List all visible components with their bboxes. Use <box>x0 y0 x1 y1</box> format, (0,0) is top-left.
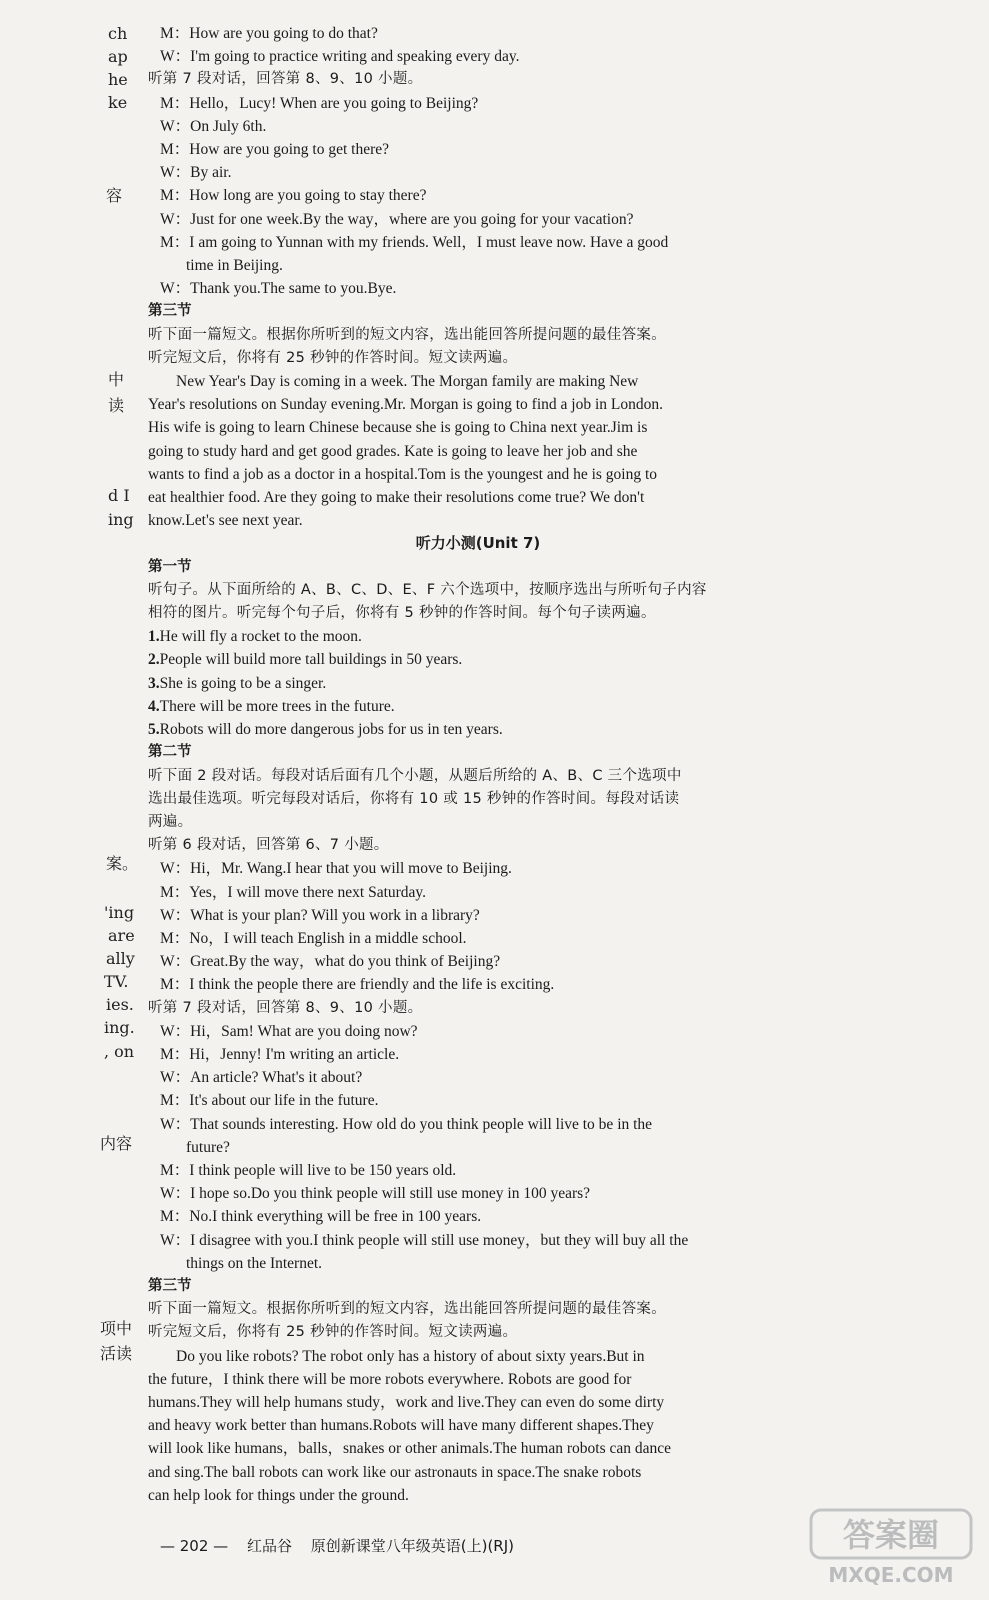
text-line: W：By air. <box>160 164 232 182</box>
margin-fragment: 案。 <box>106 854 139 873</box>
margin-fragment: ke <box>108 93 128 112</box>
text-line: 相符的图片。听完每个句子后，你将有 5 秒钟的作答时间。每个句子读两遍。 <box>148 605 656 622</box>
margin-fragment: he <box>108 70 128 89</box>
text-line: M：How are you going to get there? <box>160 141 389 159</box>
text-line: M：How are you going to do that? <box>160 25 378 42</box>
text-line: W：Just for one week.By the way，where are you going for your vacation? <box>160 210 634 228</box>
text-line: 听下面一篇短文。根据你所听到的短文内容，选出能回答所提问题的最佳答案。 <box>148 326 666 343</box>
section-heading: 第二节 <box>148 744 192 761</box>
text-line: 两遍。 <box>148 813 193 830</box>
margin-fragment: 活读 <box>100 1344 133 1363</box>
text-line: M：Yes，I will move there next Saturday. <box>160 883 427 901</box>
text-line: know.Let's see next year. <box>148 512 303 530</box>
text-line: W：What is your plan? Will you work in a library? <box>160 906 480 924</box>
text-line: New Year's Day is coming in a week. The Morgan family are making New <box>176 373 639 391</box>
margin-fragment: ally <box>106 949 135 968</box>
text-line: wants to find a job as a doctor in a hospital.Tom is the youngest and he is going to <box>148 465 658 483</box>
text-line: W：On July 6th. <box>160 117 267 135</box>
text-line: M：How long are you going to stay there? <box>160 187 427 205</box>
margin-fragment: ies. <box>106 995 134 1014</box>
text-line: W：I disagree with you.I think people will still use money，but they will buy all the <box>160 1231 689 1249</box>
text-line: M：No.I think everything will be free in 100 years. <box>160 1208 482 1226</box>
section-heading: 第一节 <box>148 558 192 575</box>
item-number: 2. <box>148 651 160 669</box>
text-line: 听完短文后，你将有 25 秒钟的作答时间。短文读两遍。 <box>148 349 518 366</box>
page-footer <box>160 1535 528 1556</box>
text-line: W：Great.By the way，what do you think of Beijing? <box>160 953 501 971</box>
margin-fragment: 读 <box>108 396 125 415</box>
page-body <box>148 22 808 1507</box>
margin-fragment: ing. <box>104 1018 135 1037</box>
text-line: will look like humans，balls，snakes or other animals.The human robots can dance <box>148 1440 672 1458</box>
text-line: M：Hello，Lucy! When are you going to Beijing? <box>160 94 479 112</box>
watermark-url-text: MXQE.COM <box>828 1563 954 1587</box>
margin-fragment: 中 <box>108 370 125 389</box>
text-line: 5.Robots will do more dangerous jobs for us in ten years. <box>148 721 503 739</box>
text-line: W：I'm going to practice writing and speaking every day. <box>160 48 520 66</box>
text-line: humans.They will help humans study，work and live.They can even do some dirty <box>148 1393 665 1411</box>
item-number: 4. <box>148 697 160 715</box>
book-title: 原创新课堂八年级英语(上)(RJ) <box>310 1537 515 1555</box>
section-heading: 第三节 <box>148 303 192 320</box>
text-line: the future，I think there will be more robots everywhere. Robots are good for <box>148 1370 632 1388</box>
text-line: W：Thank you.The same to you.Bye. <box>160 280 397 298</box>
left-margin-bleed <box>0 0 140 1600</box>
text-line: 选出最佳选项。听完每段对话后，你将有 10 或 15 秒钟的作答时间。每段对话读 <box>148 790 680 807</box>
text-line: 听第 7 段对话，回答第 8、9、10 小题。 <box>148 999 423 1016</box>
text-line: can help look for things under the ground. <box>148 1486 409 1504</box>
text-line: W：Hi，Mr. Wang.I hear that you will move to Beijing. <box>160 860 512 878</box>
item-number: 5. <box>148 721 160 739</box>
text-line: eat healthier food. Are they going to make their resolutions come true? We don't <box>148 489 645 507</box>
text-line: W：I hope so.Do you think people will still use money in 100 years? <box>160 1185 591 1203</box>
text-line: 4.There will be more trees in the future. <box>148 697 395 715</box>
text-line: Do you like robots? The robot only has a history of about sixty years.But in <box>176 1347 645 1365</box>
unit-title: 听力小测(Unit 7) <box>415 534 541 553</box>
text-line: W：That sounds interesting. How old do you think people will live to be in the <box>160 1115 653 1133</box>
text-line: W：An article? What's it about? <box>160 1069 363 1087</box>
item-number: 1. <box>148 628 160 646</box>
text-line: W：Hi，Sam! What are you doing now? <box>160 1022 418 1040</box>
text-line: time in Beijing. <box>186 257 283 275</box>
margin-fragment: , on <box>104 1042 135 1061</box>
margin-fragment: 'ing <box>104 903 135 922</box>
margin-fragment: 容 <box>106 186 123 205</box>
text-line: Year's resolutions on Sunday evening.Mr. Morgan is going to find a job in London. <box>148 396 663 414</box>
text-line: 听第 6 段对话，回答第 6、7 小题。 <box>148 837 389 854</box>
text-line: His wife is going to learn Chinese because she is going to China next year.Jim is <box>148 419 648 437</box>
margin-fragment: ing <box>108 510 134 529</box>
margin-fragment: ch <box>108 24 128 43</box>
brand-name: 红品谷 <box>246 1537 292 1555</box>
margin-fragment: 内容 <box>100 1134 133 1153</box>
margin-fragment: are <box>108 926 135 945</box>
text-line: M：I think people will live to be 150 years old. <box>160 1161 457 1179</box>
text-line: going to study hard and get good grades. Kate is going to leave her job and she <box>148 442 638 460</box>
watermark-cn-text: 答案圈 <box>842 1516 940 1554</box>
text-line: 听完短文后，你将有 25 秒钟的作答时间。短文读两遍。 <box>148 1324 518 1341</box>
text-line: future? <box>186 1138 230 1156</box>
margin-fragment: TV. <box>104 972 129 991</box>
text-line: 2.People will build more tall buildings in 50 years. <box>148 651 463 669</box>
text-line: M：I am going to Yunnan with my friends. Well，I must leave now. Have a good <box>160 233 669 251</box>
text-line: M：It's about our life in the future. <box>160 1092 379 1110</box>
text-line: 3.She is going to be a singer. <box>148 674 327 692</box>
section-heading: 第三节 <box>148 1277 192 1294</box>
margin-fragment: ap <box>108 47 128 66</box>
text-line: M：I think the people there are friendly and the life is exciting. <box>160 976 555 994</box>
text-line: 1.He will fly a rocket to the moon. <box>148 628 362 646</box>
text-line: 听第 7 段对话，回答第 8、9、10 小题。 <box>148 71 423 88</box>
margin-fragment: d I <box>108 486 130 505</box>
text-line: and heavy work better than humans.Robots will have many different shapes.They <box>148 1417 654 1435</box>
text-line: M：Hi，Jenny! I'm writing an article. <box>160 1045 400 1063</box>
watermark-logo <box>801 1502 981 1592</box>
margin-fragment: 项中 <box>100 1319 133 1338</box>
text-line: M：No，I will teach English in a middle school. <box>160 929 467 947</box>
page-number: — 202 — <box>160 1537 229 1555</box>
text-line: 听下面一篇短文。根据你所听到的短文内容，选出能回答所提问题的最佳答案。 <box>148 1301 666 1318</box>
text-line: things on the Internet. <box>186 1254 323 1272</box>
text-line: 听句子。从下面所给的 A、B、C、D、E、F 六个选项中，按顺序选出与所听句子内容 <box>148 581 707 598</box>
text-line: and sing.The ball robots can work like our astronauts in space.The snake robots <box>148 1463 642 1481</box>
text-line: 听下面 2 段对话。每段对话后面有几个小题，从题后所给的 A、B、C 三个选项中 <box>148 767 682 784</box>
item-number: 3. <box>148 674 160 692</box>
